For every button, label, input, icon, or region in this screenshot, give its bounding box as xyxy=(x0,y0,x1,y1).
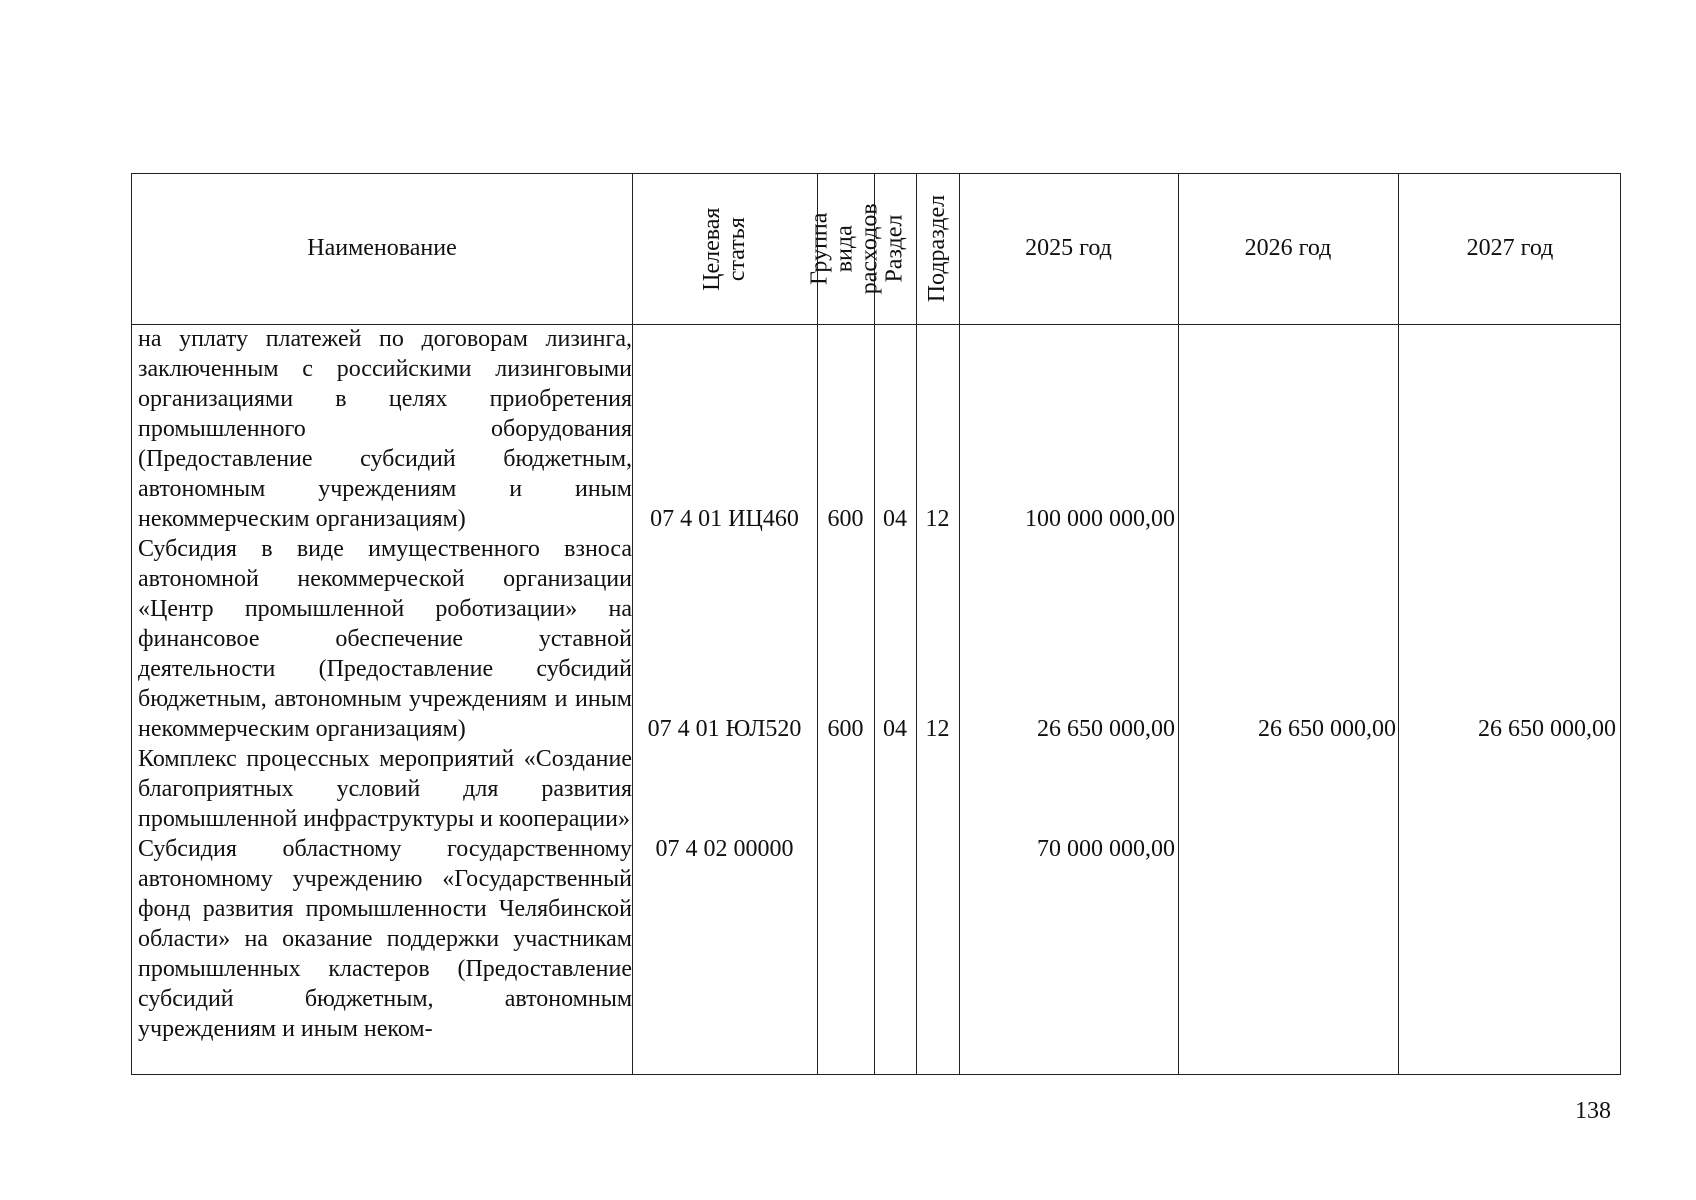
row-amount-2026: 26 650 000,00 xyxy=(1258,716,1396,742)
header-subsection-label: Подраздел xyxy=(923,195,950,303)
page-number: 138 xyxy=(1575,1098,1611,1124)
header-name xyxy=(132,174,632,324)
row-name: Субсидия областному государственному автономному учреждению «Государственный фонд развития промышленности Челябинской области» на оказание поддержки участникам промышленных кластеров (Предоставление субсидий бюджетным, автономным учреждениям и иным неком- xyxy=(138,836,632,1042)
row-amount-2025: 26 650 000,00 xyxy=(1037,716,1175,742)
header-year-2026 xyxy=(1178,174,1398,324)
row-code: 07 4 01 ЮЛ520 xyxy=(647,716,802,742)
header-expense-group-label: Группа вида расходов xyxy=(806,203,884,295)
header-year-2026-label: 2026 год xyxy=(1244,235,1332,262)
header-year-2025 xyxy=(959,174,1178,324)
row-subsection: 12 xyxy=(925,506,950,532)
row-name: Субсидия в виде имущественного взноса автономной некоммерческой организации «Центр промышленной роботизации» на финансовое обеспечение уставной деятельности (Предоставление субсидий бюджетным, автономным учреждениям и иным некоммерческим организациям) xyxy=(138,536,632,742)
row-subsection: 12 xyxy=(925,716,950,742)
row-name: Комплекс процессных мероприятий «Создание благоприятных условий для развития промышленной инфраструктуры и кооперации» xyxy=(138,746,632,832)
header-year-2027 xyxy=(1398,174,1622,324)
header-section xyxy=(874,174,916,324)
header-year-2027-label: 2027 год xyxy=(1466,235,1554,262)
row-group: 600 xyxy=(827,716,864,742)
row-amount-2027: 26 650 000,00 xyxy=(1478,716,1616,742)
row-code: 07 4 01 ИЦ460 xyxy=(650,506,799,532)
header-target-article xyxy=(632,174,817,324)
header-expense-group xyxy=(806,174,884,324)
row-amount-2025: 70 000 000,00 xyxy=(1037,836,1175,862)
row-code: 07 4 02 00000 xyxy=(655,836,794,862)
row-name: на уплату платежей по договорам лизинга, заключенным с российскими лизинговыми организациями в целях приобретения промышленного оборудования (Предоставление субсидий бюджетным, автономным учреждениям и иным некоммерческим организациям) xyxy=(138,326,632,532)
header-target-article-label: Целевая статья xyxy=(698,207,750,291)
row-section: 04 xyxy=(883,716,907,742)
header-section-label: Раздел xyxy=(881,215,908,283)
row-amount-2025: 100 000 000,00 xyxy=(1025,506,1175,532)
header-subsection xyxy=(916,174,959,324)
row-group: 600 xyxy=(827,506,864,532)
header-year-2025-label: 2025 год xyxy=(1025,235,1112,262)
row-section: 04 xyxy=(883,506,907,532)
budget-table xyxy=(131,173,1621,1075)
name-column xyxy=(138,324,632,1044)
header-name-label: Наименование xyxy=(307,235,457,262)
